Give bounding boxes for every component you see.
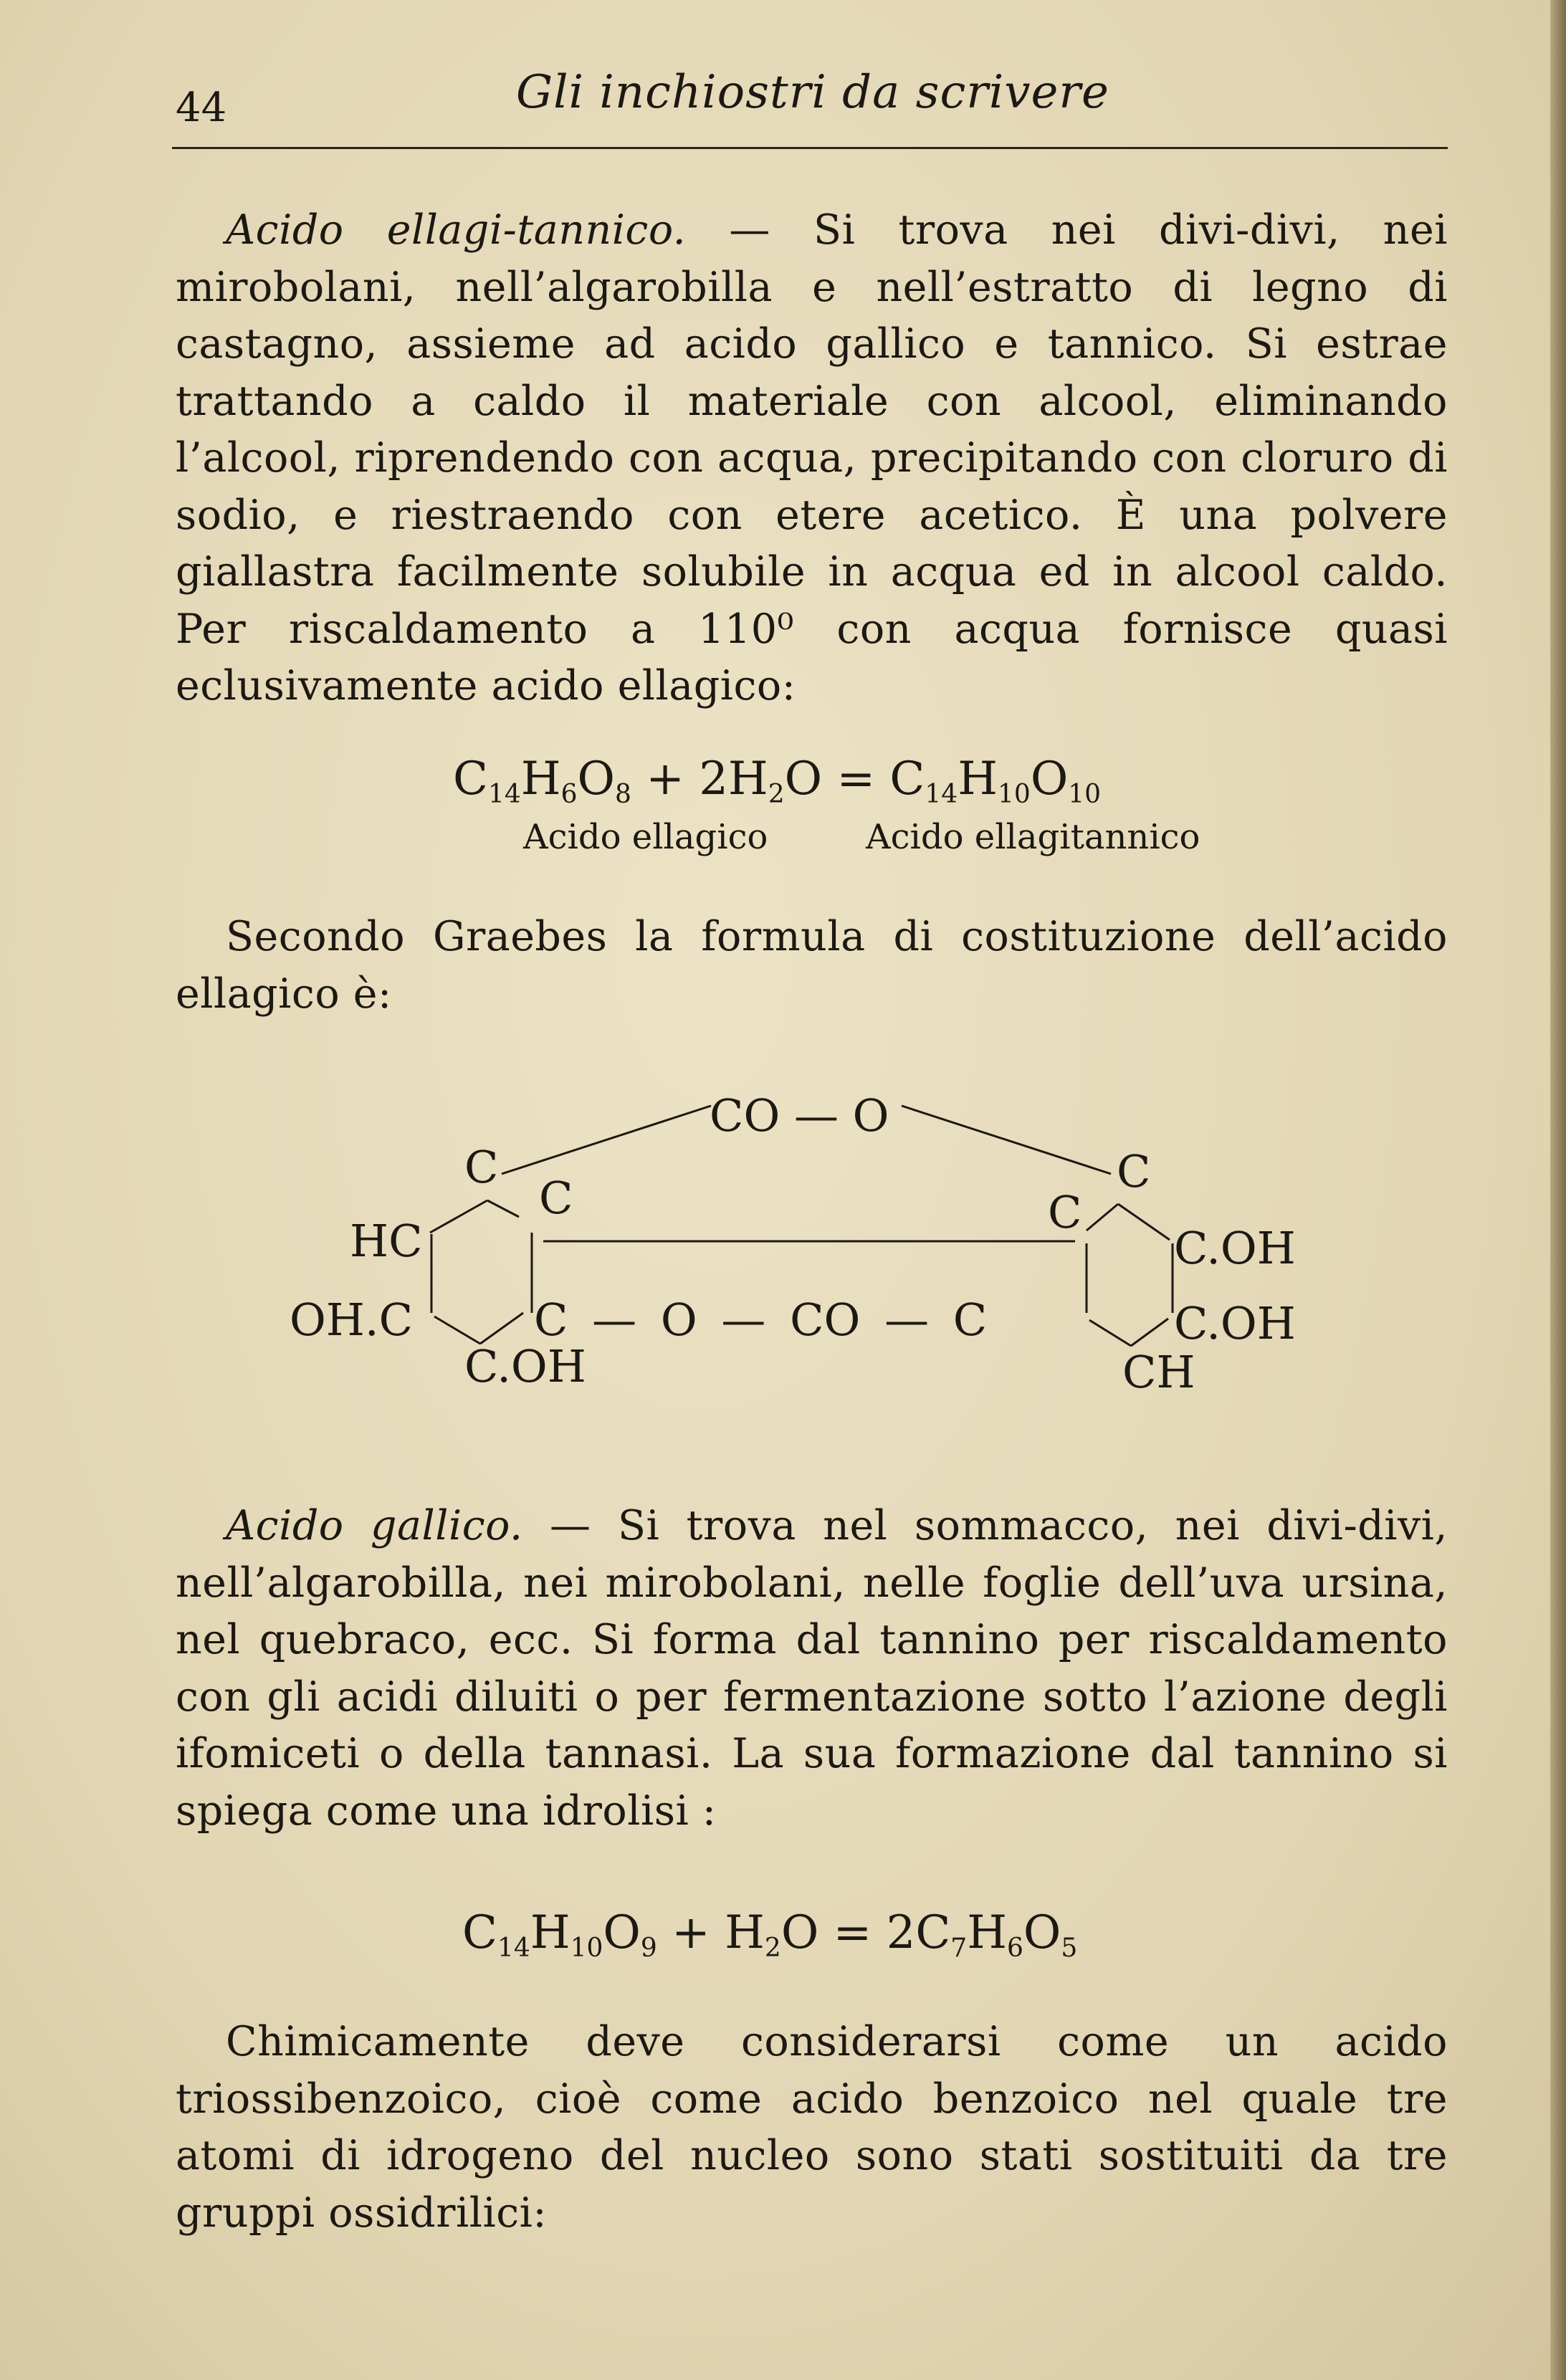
paragraph-chimicamente — [176, 2014, 1448, 2242]
label-co-o-top: CO — O — [710, 1089, 889, 1142]
text-gallico: — Si trova nel sommacco, nei divi-divi, nell’algarobilla, nei mirobolani, nelle foglie dell’uva ursina, nel quebraco, ecc. Si forma dal tannino per riscaldamento con gli acidi diluiti o per fermentazione sotto l’azione degli ifomiceti o della tannasi. La sua formazione dal tannino si spiega come una idrolisi : — [176, 1502, 1448, 1835]
page-number: 44 — [176, 85, 227, 131]
label-hc: HC — [350, 1215, 423, 1267]
header-rule — [172, 147, 1448, 149]
equation-gallic: $C_{14}H_{10}O_9 + H_2O = 2C_7H_6O_5$ — [462, 1906, 1078, 1963]
paragraph-ellagitannico — [176, 202, 1448, 715]
label-coh-right-2: C.OH — [1174, 1297, 1296, 1349]
label-coh-bottom: C.OH — [464, 1340, 586, 1392]
label-c-top-left: C — [464, 1141, 499, 1193]
heading-gallico: Acido gallico. — [226, 1502, 523, 1549]
label-c-ring2-top: C — [1048, 1186, 1082, 1238]
label-acido-ellagico: Acido ellagico — [523, 817, 768, 857]
label-c-ring1-top: C — [539, 1172, 573, 1224]
label-c-top-right: C — [1117, 1145, 1151, 1198]
running-title: Gli inchiostri da scrivere — [516, 66, 1109, 119]
label-bridge: C — O — CO — C — [534, 1294, 988, 1346]
page-edge-shadow — [1550, 0, 1566, 2380]
text-ellagitannico: — Si trova nei divi-divi, nei mirobolani, nell’algarobilla e nell’estratto di legno di castagno, assieme ad acido gallico e tannico. Si estrae trattando a caldo il materiale con alcool, eliminando l’alcool, riprendendo con acqua, precipitando con cloruro di sodio, e riestraendo con etere acetico. È una polvere giallastra facilmente solubile in acqua ed in alcool caldo. Per riscaldamento a 110⁰ con acqua fornisce quasi eclusivamente acido ellagico: — [176, 206, 1448, 709]
label-ch-bottom: CH — [1122, 1346, 1195, 1398]
paragraph-graebes — [176, 909, 1448, 1023]
equation-ellagic: $C_{14}H_6O_8 + 2H_2O = C_{14}H_{10}O_{10}$ — [453, 752, 1102, 809]
structural-formula — [272, 1075, 1376, 1419]
heading-ellagitannico: Acido ellagi-tannico. — [226, 206, 687, 254]
label-acido-ellagitannico: Acido ellagitannico — [866, 817, 1200, 857]
label-coh-right-1: C.OH — [1174, 1222, 1296, 1274]
label-oh-c: OH.C — [290, 1294, 414, 1346]
paragraph-gallico — [176, 1498, 1448, 1840]
text-chimicamente: Chimicamente deve considerarsi come un acido triossibenzoico, cioè come acido benzoico nel quale tre atomi di idrogeno del nucleo sono stati sostituiti da tre gruppi ossidrilici: — [176, 2018, 1448, 2237]
text-graebes: Secondo Graebes la formula di costituzione dell’acido ellagico è: — [176, 913, 1448, 1018]
